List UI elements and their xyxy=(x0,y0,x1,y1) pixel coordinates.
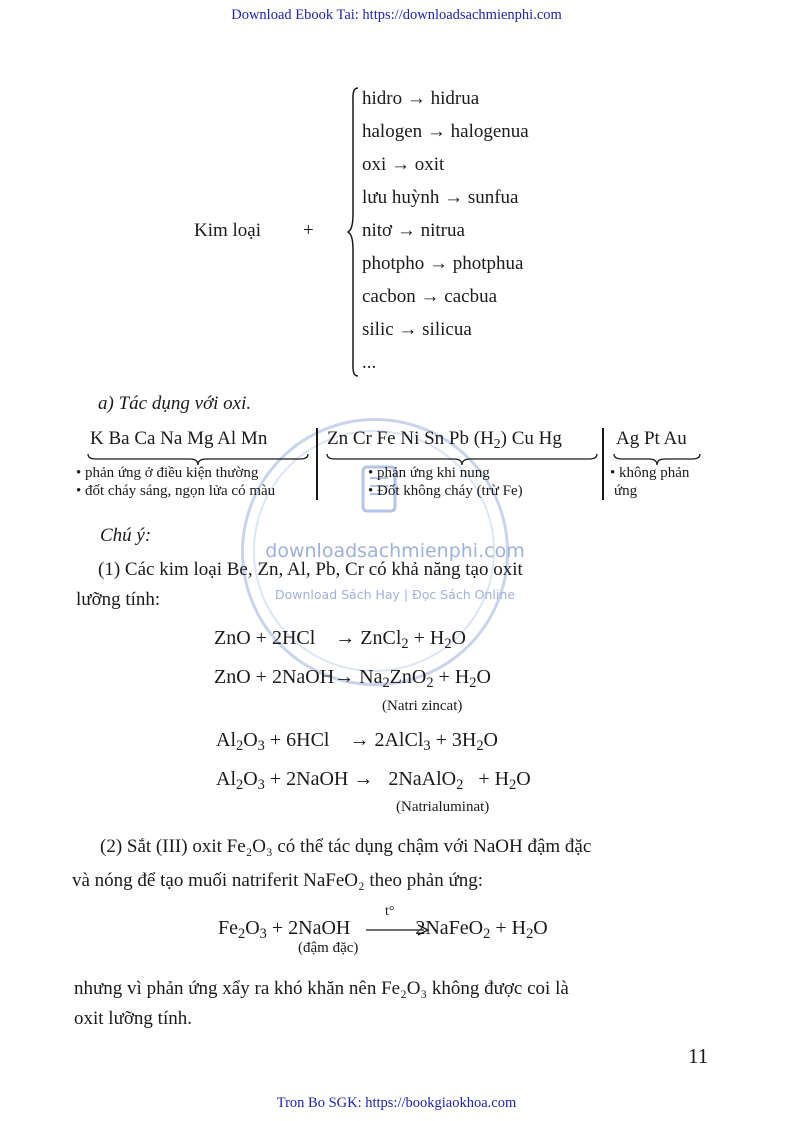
reaction-item: photpho → photphua xyxy=(362,253,524,274)
series-divider xyxy=(602,428,604,500)
equation-1: ZnO + 2HCl → ZnCl$_2$ + $H_2O$ xyxy=(214,627,466,653)
metal-group-2: Zn Cr Fe Ni Sn Pb $(H_2)$ Cu Hg xyxy=(327,428,562,451)
metal-group-1: K Ba Ca Na Mg Al Mn xyxy=(90,428,268,449)
reaction-condition: t° xyxy=(385,904,395,919)
equation-4: $Al_2O_3$ + 2NaOH → 2NaAlO$_2$ + $H_2O$ xyxy=(216,768,531,794)
watermark-tagline: Download Sách Hay | Đọc Sách Online xyxy=(275,587,515,602)
series-note: ứng xyxy=(614,483,638,499)
equation-2: ZnO + 2NaOH→ $Na_2ZnO_2 + H_2O$ xyxy=(214,666,491,692)
series-note: • không phản xyxy=(610,465,690,481)
header-link[interactable]: Download Ebook Tai: https://downloadsachmienphi.com xyxy=(231,7,562,23)
series-note: • đốt cháy sáng, ngọn lửa có màu xyxy=(76,483,276,499)
note2-line1: (2) Sắt (III) oxit Fe₂O₃ có thể tác dụng chậm với NaOH đậm đặc xyxy=(100,836,592,857)
note2-line4: oxit lưỡng tính. xyxy=(74,1008,192,1029)
long-arrow-icon xyxy=(366,924,430,936)
reaction-item: hidro → hidrua xyxy=(362,88,480,109)
page-number: 11 xyxy=(688,1044,709,1068)
watermark-site: downloadsachmienphi.com xyxy=(265,540,525,562)
reaction-item: halogen → halogenua xyxy=(362,121,529,142)
reaction-item: oxi → oxit xyxy=(362,154,445,175)
underbrace xyxy=(86,452,310,466)
series-note: • phản ứng khi nung xyxy=(368,465,490,481)
footer-link[interactable]: Tron Bo SGK: https://bookgiaokhoa.com xyxy=(276,1095,517,1111)
series-note: • Đốt không cháy (trừ Fe) xyxy=(368,483,523,499)
equation-3: $Al_2O_3 + 6HCl$ → 2AlCl$_3$ + $3H_2O$ xyxy=(216,729,498,755)
note1-line2: lưỡng tính: xyxy=(76,589,161,610)
underbrace xyxy=(612,452,702,466)
reaction-item: ... xyxy=(362,352,377,373)
equation-5-caption: (đậm đặc) xyxy=(298,940,359,956)
series-divider xyxy=(316,428,318,500)
reaction-item: lưu huỳnh → sunfua xyxy=(362,187,519,208)
note2-line3: nhưng vì phản ứng xẩy ra khó khăn nên Fe₂O₃ không được coi là xyxy=(74,978,569,999)
section-a-title: a) Tác dụng với oxi. xyxy=(98,393,252,414)
series-note: • phản ứng ở điều kiện thường xyxy=(76,465,259,481)
equation-2-caption: (Natri zincat) xyxy=(382,698,463,714)
reaction-item: nitơ → nitrua xyxy=(362,220,465,241)
note2-line2: và nóng để tạo muối natriferit NaFeO₂ theo phản ứng: xyxy=(72,870,484,891)
chu-y-label: Chú ý: xyxy=(100,525,152,546)
note1-line1: (1) Các kim loại Be, Zn, Al, Pb, Cr có khả năng tạo oxit xyxy=(98,559,523,580)
underbrace xyxy=(325,452,599,466)
equation-4-caption: (Natrialuminat) xyxy=(396,799,490,815)
reaction-item: silic → silicua xyxy=(362,319,472,340)
equation-5: $Fe_2O_3$ + 2NaOH 2NaFeO$_2$ + $H_2O$ xyxy=(218,917,548,943)
reaction-left-label: Kim loại xyxy=(194,220,262,241)
curly-brace xyxy=(346,86,360,378)
plus-sign: + xyxy=(303,220,314,241)
metal-group-3: Ag Pt Au xyxy=(616,428,687,449)
reaction-item: cacbon → cacbua xyxy=(362,286,498,307)
